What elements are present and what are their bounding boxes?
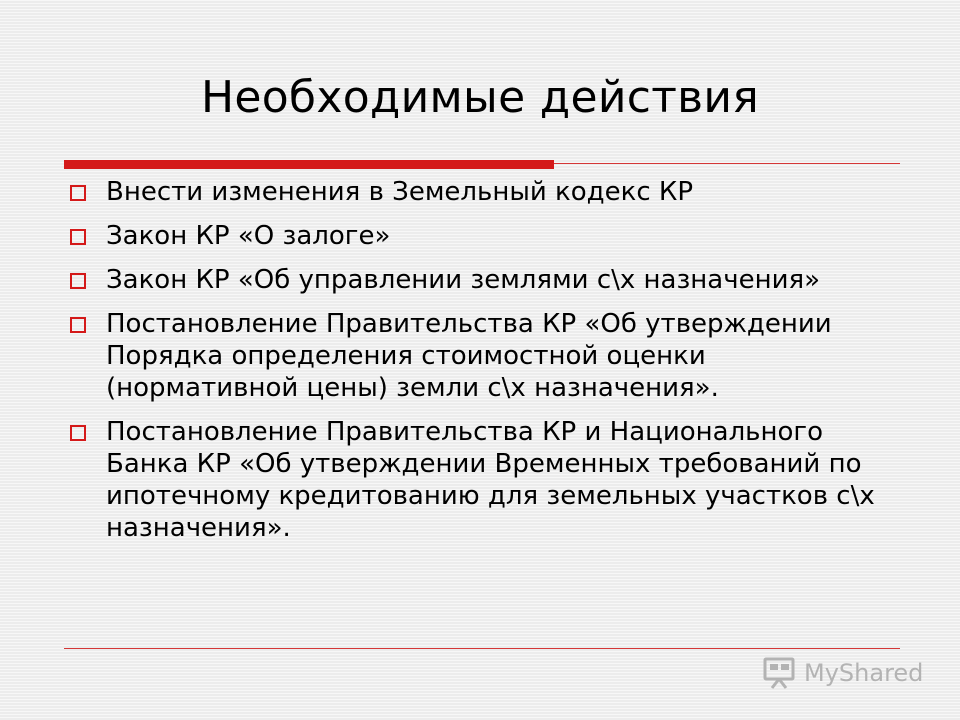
square-bullet-icon (70, 317, 86, 333)
square-bullet-icon (70, 229, 86, 245)
title-divider-accent (64, 160, 554, 169)
bullet-text: Закон КР «Об управлении землями с\х назначения» (106, 265, 821, 295)
bullet-item (70, 416, 900, 544)
watermark-text: MyShared (804, 659, 924, 687)
bullet-text: Закон КР «О залоге» (106, 221, 391, 251)
bullet-list (70, 176, 900, 556)
bullet-item (70, 220, 900, 252)
bullet-item (70, 264, 900, 296)
square-bullet-icon (70, 425, 86, 441)
footer-divider-line (64, 648, 900, 649)
bullet-item (70, 176, 900, 208)
presentation-board-icon (762, 656, 798, 690)
bullet-text: Внести изменения в Земельный кодекс КР (106, 177, 694, 207)
square-bullet-icon (70, 273, 86, 289)
bullet-text: Постановление Правительства КР и Национального Банка КР «Об утверждении Временных требований по ипотечному кредитованию для земельных участков с\х назначения». (106, 417, 875, 543)
bullet-text: Постановление Правительства КР «Об утверждении Порядка определения стоимостной оценки (нормативной цены) земли с\х назначения». (106, 309, 832, 403)
slide-title: Необходимые действия (200, 72, 760, 123)
bullet-item (70, 308, 900, 404)
square-bullet-icon (70, 185, 86, 201)
watermark-logo (762, 656, 932, 692)
